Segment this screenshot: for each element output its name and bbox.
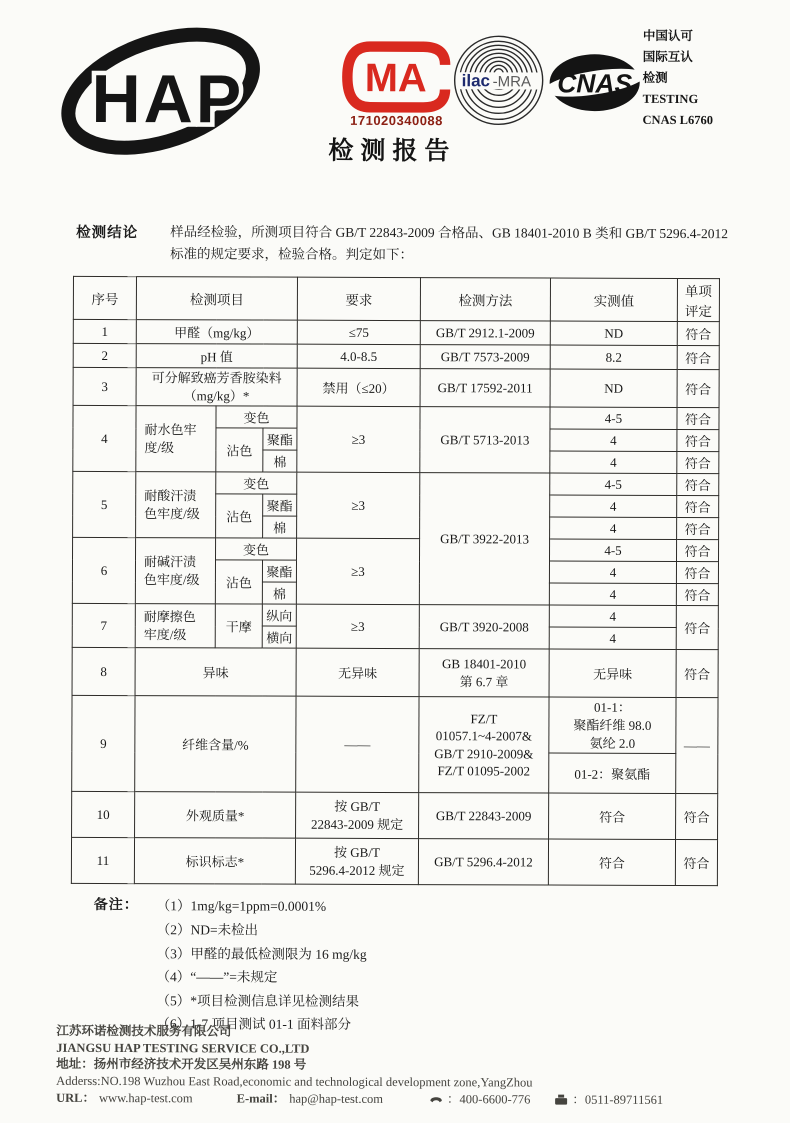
report-title: 检测报告 bbox=[328, 137, 457, 166]
remark-item: （4）“——”=未规定 bbox=[156, 969, 278, 985]
cell-r4-stain: 沾色 bbox=[216, 428, 263, 472]
email-text: hap@hap-test.com bbox=[289, 1091, 384, 1106]
accreditation-line: 检测 bbox=[642, 70, 668, 85]
cell-r7-result-2: 4 bbox=[549, 627, 676, 649]
cell-r7-item: 耐摩擦色 牢度/级 bbox=[135, 604, 215, 648]
cell-r2-result: 8.2 bbox=[550, 345, 677, 369]
cell-r11-verdict: 符合 bbox=[675, 840, 717, 886]
cell-r5-no: 5 bbox=[73, 472, 136, 538]
cell-r5-poly: 聚酯 bbox=[263, 494, 297, 516]
cell-r8-item: 异味 bbox=[135, 648, 296, 697]
remarks-list bbox=[156, 894, 367, 1036]
accreditation-line: 中国认可 bbox=[642, 28, 693, 44]
cell-r5-result-1: 4-5 bbox=[550, 473, 677, 495]
cell-r1-req: ≤75 bbox=[297, 320, 420, 344]
cell-r4-method: GB/T 5713-2013 bbox=[420, 407, 550, 473]
accreditation-line: 国际互认 bbox=[642, 49, 693, 65]
col-header-req: 要求 bbox=[297, 277, 420, 320]
cell-r4-verdict-2: 符合 bbox=[677, 430, 719, 452]
cell-r6-verdict-3: 符合 bbox=[676, 584, 718, 606]
cell-r2-item: pH 值 bbox=[136, 344, 297, 369]
cell-r4-poly: 聚酯 bbox=[263, 428, 297, 450]
cell-r6-result-1: 4-5 bbox=[549, 539, 676, 561]
cell-r6-verdict-2: 符合 bbox=[676, 562, 718, 584]
cell-r5-verdict-3: 符合 bbox=[677, 518, 719, 540]
cell-r6-no: 6 bbox=[72, 538, 135, 604]
cell-r8-req: 无异味 bbox=[296, 648, 419, 696]
cell-r11-no: 11 bbox=[71, 838, 134, 884]
col-header-result: 实测值 bbox=[550, 278, 677, 321]
serial-number: 171020340088 bbox=[350, 112, 443, 129]
cell-r7-req: ≥3 bbox=[296, 604, 419, 648]
fax-icon bbox=[554, 1094, 568, 1106]
accreditation-text bbox=[643, 26, 714, 131]
cell-r10-no: 10 bbox=[72, 792, 135, 838]
remark-item: （1）1mg/kg=1ppm=0.0001% bbox=[156, 898, 327, 915]
col-header-method: 检测方法 bbox=[420, 278, 550, 321]
remark-item: （6）1-7 项目测试 01-1 面料部分 bbox=[156, 1016, 352, 1033]
cell-r10-req: 按 GB/T 22843-2009 规定 bbox=[296, 792, 419, 838]
phone-number: ：400-6600-776 bbox=[447, 1092, 531, 1107]
cell-r11-result: 符合 bbox=[548, 839, 675, 885]
cell-r6-item: 耐碱汗渍 色牢度/级 bbox=[135, 538, 215, 604]
cell-r7-weft: 横向 bbox=[262, 626, 296, 648]
cell-r4-item: 耐水色牢 度/级 bbox=[136, 406, 216, 472]
cell-r5-result-2: 4 bbox=[550, 495, 677, 517]
cell-r11-item: 标识标志* bbox=[134, 838, 295, 885]
cell-r9-no: 9 bbox=[72, 696, 135, 792]
fax-number: ：0511-89711561 bbox=[572, 1092, 664, 1107]
cell-r1-result: ND bbox=[550, 321, 677, 345]
cell-r5-verdict-2: 符合 bbox=[677, 496, 719, 518]
cell-r4-result-3: 4 bbox=[550, 451, 677, 473]
cell-r10-verdict: 符合 bbox=[676, 794, 718, 840]
cnas-text: CNAS bbox=[557, 68, 633, 99]
cell-r4-result-2: 4 bbox=[550, 429, 677, 451]
cell-r5-verdict-1: 符合 bbox=[677, 474, 719, 496]
mra-text: -MRA bbox=[492, 73, 532, 91]
cell-r9-req: —— bbox=[296, 696, 419, 792]
col-header-no: 序号 bbox=[73, 277, 136, 320]
cell-r11-method: GB/T 5296.4-2012 bbox=[418, 839, 548, 885]
cell-r2-method: GB/T 7573-2009 bbox=[420, 345, 550, 369]
cell-r7-rub: 干摩 bbox=[215, 604, 262, 648]
cell-r8-method: GB 18401-2010 第 6.7 章 bbox=[419, 649, 549, 697]
cell-r4-change: 变色 bbox=[216, 406, 297, 428]
cell-r3-result: ND bbox=[550, 369, 677, 408]
cnas-logo bbox=[548, 52, 642, 114]
cell-r5-cotton: 棉 bbox=[263, 516, 297, 538]
cell-r3-no: 3 bbox=[73, 368, 136, 406]
remark-item: （2）ND=未检出 bbox=[156, 922, 259, 938]
col-header-verdict: 单项评定 bbox=[677, 279, 719, 322]
company-name-en: JIANGSU HAP TESTING SERVICE CO.,LTD bbox=[56, 1040, 310, 1056]
address-en: Adderss:NO.198 Wuzhou East Road,economic and technological development zone,YangZhou bbox=[56, 1073, 533, 1089]
cell-r5r6-method: GB/T 3922-2013 bbox=[419, 473, 549, 605]
ilac-mra-logo bbox=[453, 33, 545, 127]
remark-item: （5）*项目检测信息详见检测结果 bbox=[156, 992, 359, 1009]
cell-r3-req: 禁用（≤20） bbox=[297, 368, 420, 407]
cell-r3-verdict: 符合 bbox=[677, 370, 719, 408]
conclusion-section bbox=[76, 221, 761, 267]
cell-r6-result-3: 4 bbox=[549, 583, 676, 605]
cell-r4-cotton: 棉 bbox=[263, 450, 297, 472]
cell-r4-req: ≥3 bbox=[297, 406, 420, 472]
cell-r5-stain: 沾色 bbox=[216, 494, 263, 538]
cell-r9-verdict: —— bbox=[676, 698, 718, 794]
cell-r9-result-2: 01-2：聚氨酯 bbox=[549, 753, 676, 793]
accreditation-line: TESTING bbox=[642, 91, 699, 107]
hap-logo-text: HAP bbox=[91, 60, 245, 138]
report-header bbox=[1, 0, 790, 197]
cell-r6-stain: 沾色 bbox=[215, 560, 262, 604]
cell-r5-req: ≥3 bbox=[297, 472, 420, 538]
cell-r2-verdict: 符合 bbox=[677, 346, 719, 370]
cell-r10-item: 外观质量* bbox=[135, 792, 296, 839]
conclusion-label: 检测结论 bbox=[76, 224, 139, 242]
email-label: E-mail： bbox=[236, 1091, 286, 1106]
cell-r7-warp: 纵向 bbox=[262, 604, 296, 626]
cell-r8-result: 无异味 bbox=[549, 649, 676, 697]
accreditation-line: CNAS L6760 bbox=[642, 112, 714, 128]
contact-row bbox=[56, 1090, 746, 1109]
hap-logo bbox=[51, 19, 270, 168]
cell-r6-verdict-1: 符合 bbox=[676, 540, 718, 562]
cell-r10-method: GB/T 22843-2009 bbox=[419, 793, 549, 839]
cell-r10-result: 符合 bbox=[549, 793, 676, 839]
cell-r8-verdict: 符合 bbox=[676, 650, 718, 698]
cma-logo bbox=[339, 40, 455, 114]
results-table bbox=[71, 276, 720, 886]
conclusion-text: 样品经检验，所测项目符合 GB/T 22843-2009 合格品、GB 18401-2010 B 类和 GB/T 5296.4-2012 标准的规定要求，检验合格。判定如下： bbox=[170, 224, 729, 262]
cell-r1-verdict: 符合 bbox=[677, 322, 719, 346]
url-text: www.hap-test.com bbox=[99, 1090, 193, 1106]
cell-r7-verdict: 符合 bbox=[676, 606, 718, 650]
cell-r1-no: 1 bbox=[73, 320, 136, 344]
cell-r5-result-3: 4 bbox=[550, 517, 677, 539]
cell-r2-req: 4.0-8.5 bbox=[297, 344, 420, 368]
phone-icon bbox=[429, 1093, 443, 1105]
cell-r8-no: 8 bbox=[72, 648, 135, 696]
remark-item: （3）甲醛的最低检测限为 16 mg/kg bbox=[156, 945, 367, 962]
cell-r11-req: 按 GB/T 5296.4-2012 规定 bbox=[295, 838, 418, 884]
cell-r9-method: FZ/T 01057.1~4-2007& GB/T 2910-2009& FZ/T 01095-2002 bbox=[419, 697, 549, 793]
cell-r9-result-1: 01-1： 聚酯纤维 98.0 氨纶 2.0 bbox=[549, 697, 676, 753]
cma-logo-text: MA bbox=[364, 56, 427, 101]
cell-r4-result-1: 4-5 bbox=[550, 407, 677, 429]
cell-r7-method: GB/T 3920-2008 bbox=[419, 605, 549, 649]
cell-r6-cotton: 棉 bbox=[262, 582, 296, 604]
url-label: URL： bbox=[56, 1090, 96, 1105]
cell-r7-no: 7 bbox=[72, 604, 135, 648]
cell-r6-poly: 聚酯 bbox=[262, 560, 296, 582]
address-cn: 地址：扬州市经济技术开发区吴州东路 198 号 bbox=[56, 1056, 307, 1072]
cell-r9-item: 纤维含量/% bbox=[135, 696, 296, 793]
ilac-text: ilac bbox=[461, 71, 491, 91]
cell-r3-item: 可分解致癌芳香胺染料 （mg/kg）* bbox=[136, 368, 297, 407]
cell-r6-req: ≥3 bbox=[296, 538, 419, 604]
cell-r4-verdict-3: 符合 bbox=[677, 452, 719, 474]
cell-r4-no: 4 bbox=[73, 406, 136, 472]
cell-r3-method: GB/T 17592-2011 bbox=[420, 369, 550, 408]
remarks-label: 备注： bbox=[93, 898, 139, 914]
cell-r6-change: 变色 bbox=[216, 538, 297, 560]
cell-r1-method: GB/T 2912.1-2009 bbox=[420, 321, 550, 345]
remarks-section bbox=[93, 894, 788, 1038]
cell-r5-item: 耐酸汗渍 色牢度/级 bbox=[136, 472, 216, 538]
cell-r1-item: 甲醛（mg/kg） bbox=[136, 320, 297, 345]
cell-r2-no: 2 bbox=[73, 344, 136, 368]
cell-r5-change: 变色 bbox=[216, 472, 297, 494]
col-header-item: 检测项目 bbox=[136, 277, 297, 321]
footer bbox=[56, 1023, 746, 1109]
company-name-cn: 江苏环诺检测技术服务有限公司 bbox=[56, 1023, 232, 1039]
cell-r6-result-2: 4 bbox=[549, 561, 676, 583]
cell-r4-verdict-1: 符合 bbox=[677, 408, 719, 430]
cell-r7-result-1: 4 bbox=[549, 605, 676, 627]
